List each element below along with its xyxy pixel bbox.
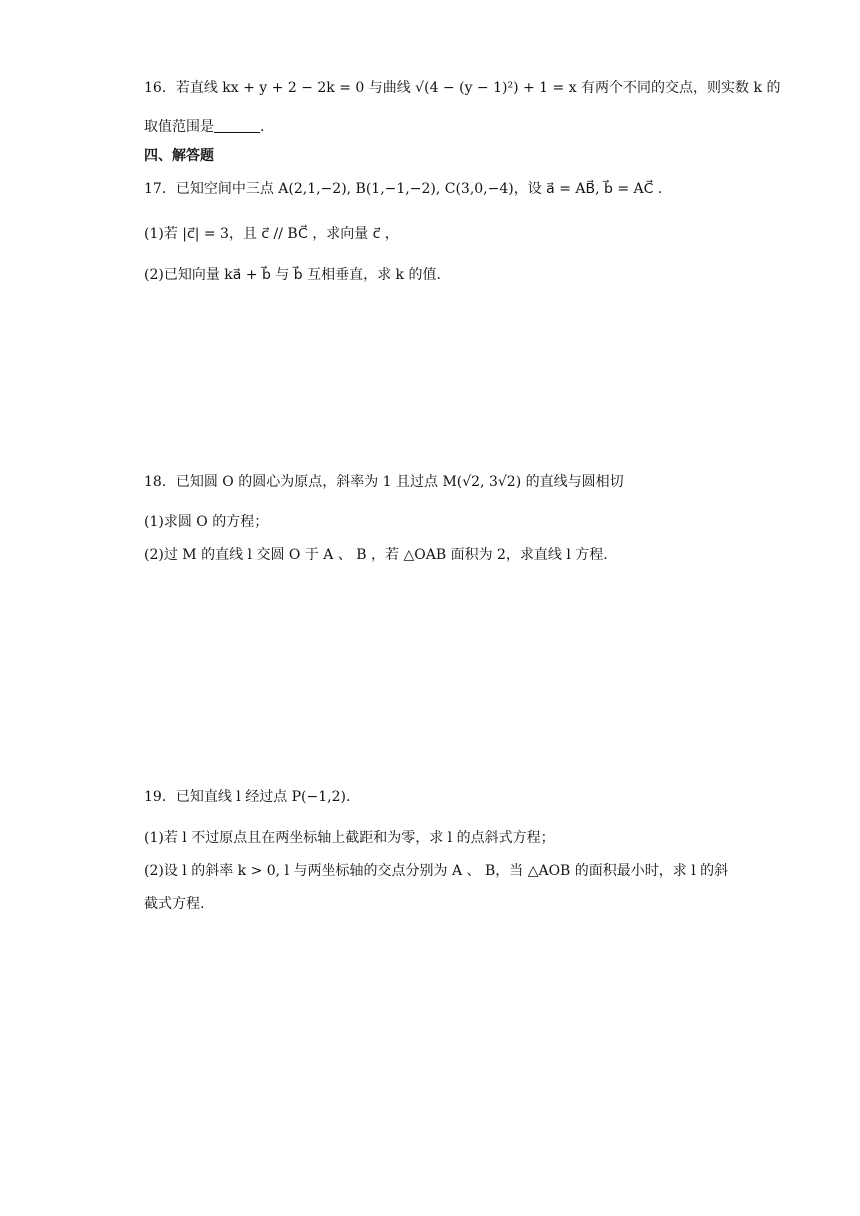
answer-blank [214, 118, 260, 133]
q16-line2-text: 取值范围是 [144, 119, 214, 135]
q18-part1: (1)求圆 O 的方程； [144, 514, 269, 530]
q17-part1: (1)若 |c⃗| = 3，且 c⃗ // BC⃗ ，求向量 c⃗ ， [144, 226, 399, 242]
q16-line2-end: . [260, 119, 265, 135]
q18-part2: (2)过 M 的直线 l 交圆 O 于 A 、 B ，若 △OAB 面积为 2，求直线 l 方程. [144, 547, 608, 563]
q17-part2: (2)已知向量 ka⃗ + b⃗ 与 b⃗ 互相垂直，求 k 的值. [144, 267, 441, 283]
q19-stem: 19．已知直线 l 经过点 P(−1,2). [144, 789, 351, 805]
q17-stem: 17．已知空间中三点 A(2,1,−2), B(1,−1,−2), C(3,0,−4)，设 a⃗ = AB⃗, b⃗ = AC⃗ . [144, 181, 663, 197]
q19-part2-line1: (2)设 l 的斜率 k > 0, l 与两坐标轴的交点分别为 A 、 B，当 △AOB 的面积最小时，求 l 的斜 [144, 863, 729, 879]
section-title: 四、解答题 [144, 148, 214, 164]
q19-part2-line2: 截式方程. [144, 896, 205, 912]
q16-line2 [144, 117, 724, 137]
q19-part1: (1)若 l 不过原点且在两坐标轴上截距和为零，求 l 的点斜式方程； [144, 830, 555, 846]
q18-stem: 18．已知圆 O 的圆心为原点，斜率为 1 且过点 M(√2, 3√2) 的直线与圆相切 [144, 474, 624, 490]
q16-line1: 16．若直线 kx + y + 2 − 2k = 0 与曲线 √(4 − (y − 1)²) + 1 = x 有两个不同的交点，则实数 k 的 [144, 80, 781, 96]
